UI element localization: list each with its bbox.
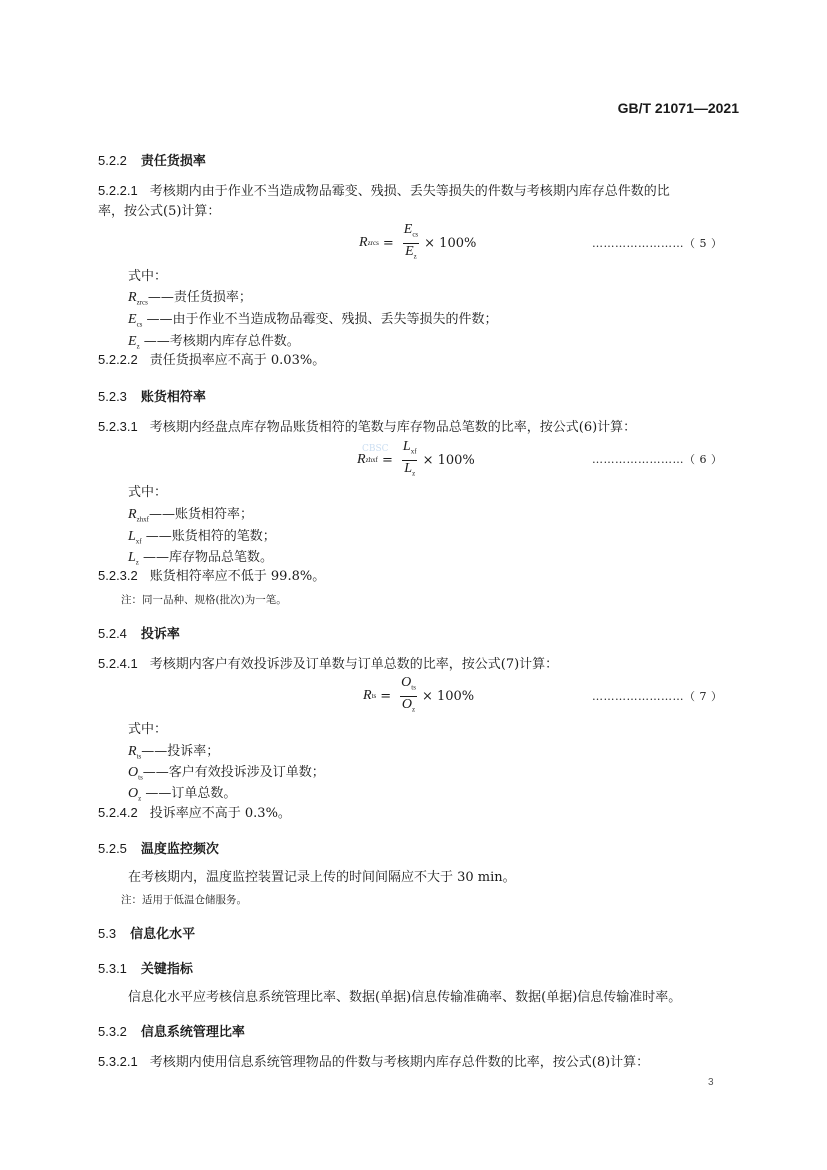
- paragraph-5-2-5: 在考核期内，温度监控装置记录上传的时间间隔应不大于 30 min。: [128, 870, 516, 885]
- definition-text: ——订单总数。: [141, 786, 237, 801]
- heading-number: 5.2.4: [98, 626, 127, 641]
- heading-title: 信息化水平: [130, 927, 196, 942]
- clause-number: 5.2.3.1: [98, 419, 138, 434]
- heading-number: 5.3.2: [98, 1024, 127, 1039]
- heading-5-2-4: [98, 623, 180, 642]
- clause-text: 考核期内使用信息系统管理物品的件数与考核期内库存总件数的比率，按公式(8)计算：: [149, 1055, 650, 1070]
- symbol-sub: ts: [138, 773, 143, 782]
- definition-e-z: [128, 330, 300, 351]
- clause-5-2-4-1: [98, 654, 558, 675]
- definition-text: ——考核期内库存总件数。: [139, 334, 300, 349]
- formula-fraction: [399, 675, 418, 717]
- numerator-sub: xf: [410, 447, 417, 456]
- heading-5-2-2: [98, 150, 206, 169]
- definition-text: ——账货相符率；: [149, 507, 254, 522]
- definition-o-z: [128, 782, 236, 803]
- heading-5-3: [98, 923, 195, 942]
- clause-text: 考核期内客户有效投诉涉及订单数与订单总数的比率，按公式(7)计算：: [149, 657, 559, 672]
- clause-5-2-2-1: [98, 181, 670, 202]
- note-5-2-3: 注：同一品种、规格(批次)为一笔。: [121, 594, 287, 606]
- symbol-sub: z: [135, 558, 139, 567]
- denominator-sub: z: [413, 252, 417, 261]
- symbol-sub: xf: [135, 537, 142, 546]
- denominator: O: [401, 696, 413, 712]
- page-number: 3: [708, 1077, 714, 1088]
- clause-5-2-4-2: [98, 803, 291, 824]
- symbol-sub: zrcs: [136, 298, 148, 307]
- numerator: L: [402, 439, 411, 454]
- numerator: O: [401, 675, 412, 690]
- heading-5-3-2: [98, 1021, 245, 1040]
- heading-number: 5.2.2: [98, 153, 127, 168]
- definition-text: ——账货相符的笔数；: [141, 529, 276, 544]
- formula-5: R zrcs = $\frac{E_{cs}}{E_z}$ × 100%: [359, 222, 476, 264]
- symbol: E: [128, 334, 137, 349]
- symbol: R: [128, 744, 137, 759]
- symbol: L: [128, 550, 136, 565]
- clause-5-2-2-1-line2: 率，按公式(5)计算：: [98, 204, 221, 219]
- denominator-sub: z: [412, 705, 416, 714]
- formula-lhs-sub: ts: [371, 692, 377, 701]
- heading-5-2-5: [98, 838, 219, 857]
- note-5-2-5: 注：适用于低温仓储服务。: [121, 894, 247, 906]
- where-label: 式中：: [128, 722, 168, 737]
- clause-text: 账货相符率应不低于 99.8%。: [149, 569, 326, 584]
- heading-title: 信息系统管理比率: [140, 1025, 245, 1040]
- formula-tail: × 100%: [421, 688, 475, 704]
- formula-tail: × 100%: [424, 235, 477, 251]
- symbol: R: [128, 507, 137, 522]
- heading-title: 责任货损率: [140, 154, 206, 169]
- definition-text: ——由于作业不当造成物品霉变、残损、丢失等损失的件数；: [142, 312, 498, 327]
- equation-number-7: ……………………（ 7 ）: [592, 690, 723, 703]
- clause-number: 5.2.4.1: [98, 656, 138, 671]
- symbol-sub: z: [138, 794, 142, 803]
- heading-title: 投诉率: [140, 627, 180, 642]
- formula-tail: × 100%: [422, 452, 475, 468]
- definition-r-zrcs: [128, 286, 252, 307]
- clause-number: 5.2.2.2: [98, 352, 138, 367]
- equation-number-5: ……………………（ 5 ）: [592, 237, 723, 250]
- formula-fraction: [402, 222, 420, 264]
- definition-r-ts: [128, 740, 219, 761]
- denominator: E: [405, 243, 414, 259]
- clause-number: 5.2.3.2: [98, 568, 138, 583]
- heading-number: 5.3.1: [98, 961, 127, 976]
- definition-text: ——责任货损率；: [147, 290, 252, 305]
- denominator-sub: z: [412, 469, 416, 478]
- heading-5-2-3: [98, 386, 206, 405]
- heading-title: 温度监控频次: [140, 842, 219, 857]
- clause-text: 责任货损率应不高于 0.03%。: [149, 353, 326, 368]
- formula-fraction: [401, 439, 419, 481]
- formula-lhs: R: [359, 235, 368, 251]
- formula-6: R zhxf = $\frac{L_{xf}}{L_z}$ × 100%: [357, 439, 475, 481]
- heading-number: 5.2.3: [98, 389, 127, 404]
- clause-number: 5.2.4.2: [98, 805, 138, 820]
- definition-r-zhxf: [128, 503, 253, 524]
- clause-5-2-2-2: [98, 350, 325, 371]
- where-label: 式中：: [128, 485, 168, 500]
- symbol: O: [128, 765, 139, 780]
- numerator-sub: ts: [411, 683, 416, 692]
- clause-5-2-3-1: [98, 417, 636, 438]
- heading-number: 5.2.5: [98, 841, 127, 856]
- equation-number-6: ……………………（ 6 ）: [592, 453, 723, 466]
- symbol-sub: z: [136, 342, 140, 351]
- symbol: R: [128, 290, 137, 305]
- symbol: E: [128, 312, 137, 327]
- clause-number: 5.3.2.1: [98, 1054, 138, 1069]
- symbol: L: [128, 529, 136, 544]
- formula-lhs: R: [357, 452, 366, 468]
- clause-text: 考核期内经盘点库存物品账货相符的笔数与库存物品总笔数的比率，按公式(6)计算：: [149, 420, 637, 435]
- heading-number: 5.3: [98, 926, 117, 941]
- numerator-sub: cs: [412, 230, 419, 239]
- clause-5-3-2-1: [98, 1052, 649, 1073]
- symbol-sub: ts: [136, 752, 142, 761]
- formula-lhs-sub: zhxf: [365, 456, 379, 465]
- definition-o-ts: [128, 761, 325, 782]
- clause-text-line1: 考核期内由于作业不当造成物品霉变、残损、丢失等损失的件数与考核期内库存总件数的比: [149, 184, 670, 199]
- paragraph-5-3-1: 信息化水平应考核信息系统管理比率、数据(单据)信息传输准确率、数据(单据)信息传输准时率。: [128, 990, 682, 1005]
- where-label: 式中：: [128, 269, 168, 284]
- definition-l-z: [128, 546, 273, 567]
- watermark-stamp: CBSC: [362, 444, 389, 454]
- definition-text: ——库存物品总笔数。: [138, 550, 274, 565]
- clause-number: 5.2.2.1: [98, 183, 138, 198]
- definition-e-cs: [128, 308, 498, 329]
- formula-lhs: R: [363, 688, 372, 704]
- clause-5-2-3-2: [98, 566, 325, 587]
- symbol-sub: zhxf: [136, 515, 150, 524]
- definition-text: ——投诉率；: [141, 744, 220, 759]
- heading-5-3-1: [98, 958, 193, 977]
- definition-l-xf: [128, 525, 276, 546]
- formula-lhs-sub: zrcs: [367, 239, 379, 248]
- heading-title: 关键指标: [140, 962, 193, 977]
- formula-7: R ts = $\frac{O_{ts}}{O_z}$ × 100%: [363, 675, 474, 717]
- clause-text: 投诉率应不高于 0.3%。: [149, 806, 291, 821]
- symbol-sub: cs: [136, 320, 143, 329]
- heading-title: 账货相符率: [140, 390, 206, 405]
- standard-code: GB/T 21071—2021: [617, 100, 739, 116]
- definition-text: ——客户有效投诉涉及订单数；: [142, 765, 325, 780]
- symbol: O: [128, 786, 139, 801]
- denominator: L: [404, 460, 413, 476]
- numerator: E: [403, 222, 413, 237]
